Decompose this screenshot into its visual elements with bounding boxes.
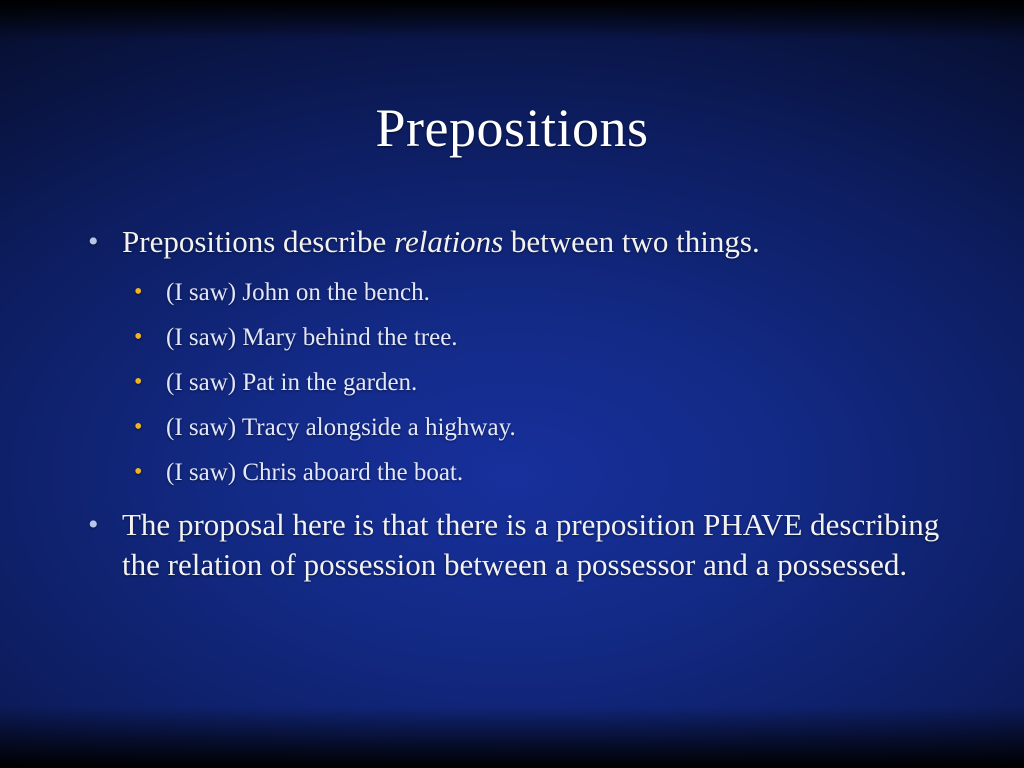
slide-body [78,222,958,587]
sub-bullet-text: (I saw) John on the bench. [166,279,430,306]
list-item [78,505,958,585]
bullet-icon: • [88,508,99,541]
bullet-text-part-2: between two things. [503,224,760,259]
sub-list-container [78,270,958,495]
slide-title: Prepositions [375,98,649,158]
list-item [122,360,958,405]
bullet-icon: • [134,414,143,440]
sub-bullet-text: (I saw) Tracy alongside a highway. [166,414,516,441]
list-item [122,315,958,360]
bullet-text-part-1: The proposal here is that there is a preposition PHAVE describing the relation of possession between a possessor and a possessed. [122,507,940,582]
bullet-list-level1 [78,222,958,585]
list-item [122,270,958,315]
list-item [122,405,958,450]
bullet-text-emphasis: relations [394,224,504,259]
sub-bullet-text: (I saw) Pat in the garden. [166,369,418,396]
bullet-text-part-1: Prepositions describe [122,224,395,259]
bullet-icon: • [134,369,143,395]
bullet-icon: • [134,279,143,305]
list-item [122,450,958,495]
bullet-icon: • [88,225,99,258]
bullet-icon: • [134,324,143,350]
sub-bullet-text: (I saw) Mary behind the tree. [166,324,458,351]
sub-bullet-text: (I saw) Chris aboard the boat. [166,459,464,486]
bullet-list-level2 [78,270,958,495]
list-item [78,222,958,262]
bullet-icon: • [134,459,143,485]
